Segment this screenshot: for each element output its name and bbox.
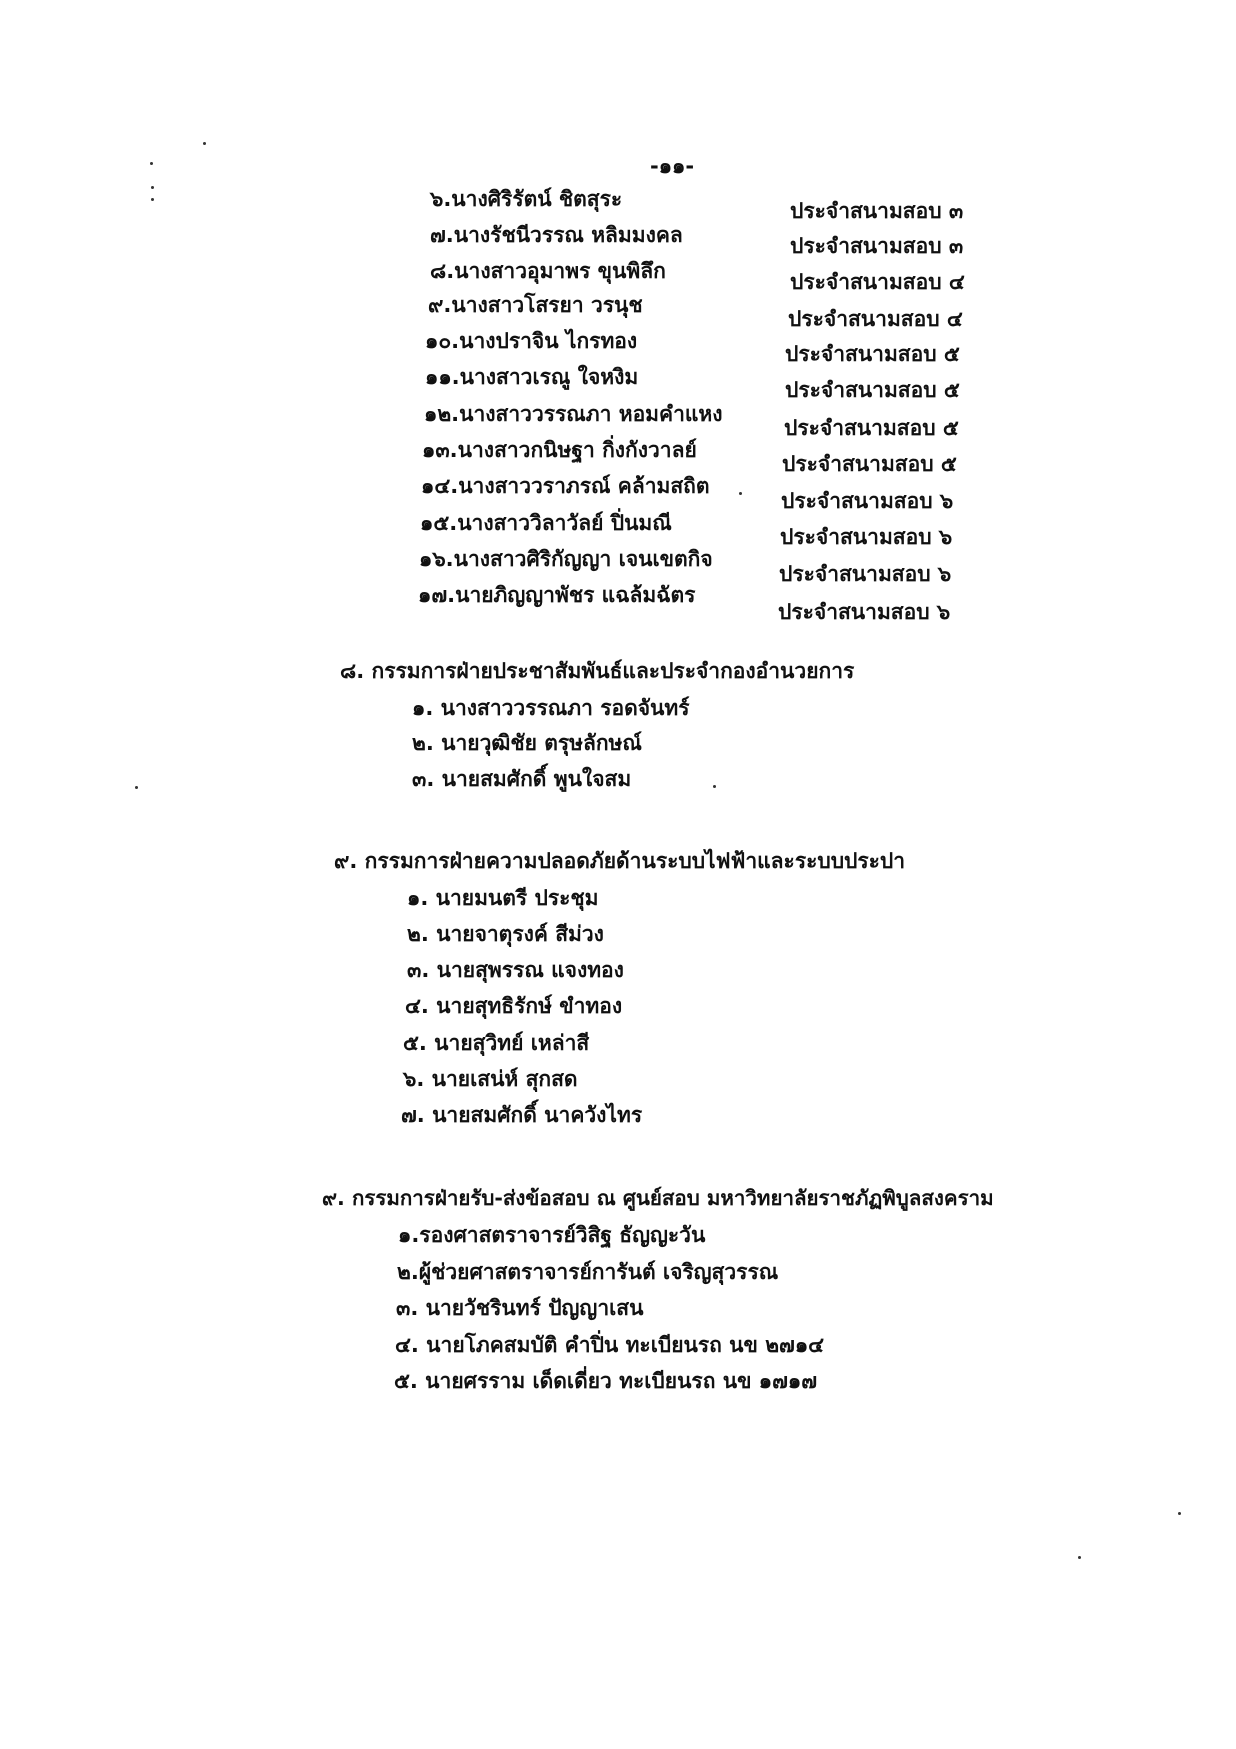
- person-name: ๘.นางสาวอุมาพร ขุนพิลึก: [430, 259, 666, 283]
- scan-speck: [713, 785, 716, 788]
- duty: ประจำสนามสอบ ๕: [785, 378, 960, 402]
- scan-speck: [203, 142, 206, 145]
- duty: ประจำสนามสอบ ๔: [790, 270, 965, 294]
- list-item: ๒. นายวุฒิชัย ตรุษลักษณ์: [412, 731, 642, 755]
- section-heading: ๙. กรรมการฝ่ายความปลอดภัยด้านระบบไฟฟ้าและระบบประปา: [334, 849, 906, 873]
- scan-speck: [150, 162, 153, 165]
- person-name: ๑๖.นางสาวศิริกัญญา เจนเขตกิจ: [419, 547, 713, 571]
- person-name: ๗.นางรัชนีวรรณ หลิมมงคล: [430, 223, 683, 247]
- duty: ประจำสนามสอบ ๕: [785, 342, 960, 366]
- person-name: ๑๕.นางสาววิลาวัลย์ ปิ่นมณี: [420, 511, 672, 535]
- person-name: ๑๒.นางสาววรรณภา หอมคำแหง: [424, 402, 723, 426]
- person-name: ๙.นางสาวโสรยา วรนุช: [428, 293, 643, 317]
- list-item: ๒.ผู้ช่วยศาสตราจารย์การันต์ เจริญสุวรรณ: [397, 1260, 779, 1284]
- scan-speck: [1178, 1512, 1181, 1515]
- duty: ประจำสนามสอบ ๖: [778, 600, 951, 624]
- duty: ประจำสนามสอบ ๖: [781, 489, 954, 513]
- list-item: ๑. นางสาววรรณภา รอดจันทร์: [412, 696, 690, 720]
- list-item: ๓. นายสมศักดิ์ พูนใจสม: [412, 767, 632, 791]
- list-item: ๓. นายสุพรรณ แจงทอง: [407, 958, 624, 982]
- scan-speck: [151, 198, 154, 201]
- duty: ประจำสนามสอบ ๕: [782, 452, 957, 476]
- scan-speck: [135, 786, 138, 789]
- duty: ประจำสนามสอบ ๕: [784, 416, 959, 440]
- duty: ประจำสนามสอบ ๓: [790, 199, 964, 223]
- section-heading: ๘. กรรมการฝ่ายประชาสัมพันธ์และประจำกองอำนวยการ: [340, 659, 855, 683]
- person-name: ๖.นางศิริรัตน์ ชิตสุระ: [430, 187, 623, 211]
- page-number: -๑๑-: [650, 154, 695, 178]
- duty: ประจำสนามสอบ ๖: [780, 525, 953, 549]
- person-name: ๑๐.นางปราจิน ไกรทอง: [425, 329, 638, 353]
- scan-speck: [1078, 1556, 1081, 1559]
- scan-speck: [151, 186, 154, 189]
- list-item: ๔. นายสุทธิรักษ์ ขำทอง: [405, 994, 623, 1018]
- list-item: ๑.รองศาสตราจารย์วิสิฐ ธัญญะวัน: [398, 1223, 706, 1247]
- person-name: ๑๗.นายภิญญาพัชร แฉล้มฉัตร: [418, 583, 696, 607]
- duty: ประจำสนามสอบ ๔: [788, 307, 963, 331]
- list-item: ๕. นายสุวิทย์ เหล่าสี: [403, 1031, 590, 1055]
- list-item: ๗. นายสมศักดิ์ นาควังไทร: [401, 1103, 643, 1127]
- list-item: ๓. นายวัชรินทร์ ปัญญาเสน: [396, 1296, 644, 1320]
- person-name: ๑๓.นางสาวกนิษฐา กิ่งกังวาลย์: [422, 438, 697, 462]
- person-name: ๑๔.นางสาววราภรณ์ คล้ามสถิต: [421, 474, 710, 498]
- person-name: ๑๑.นางสาวเรณู ใจหงิม: [425, 365, 639, 389]
- duty: ประจำสนามสอบ ๓: [790, 234, 964, 258]
- list-item: ๕. นายศรราม เด็ดเดี่ยว ทะเบียนรถ นข ๑๗๑๗: [394, 1369, 818, 1393]
- list-item: ๖. นายเสน่ห์ สุกสด: [403, 1067, 578, 1091]
- list-item: ๔. นายโภคสมบัติ คำปิ่น ทะเบียนรถ นข ๒๗๑๔: [395, 1333, 825, 1357]
- list-item: ๒. นายจาตุรงค์ สีม่วง: [407, 922, 604, 946]
- list-item: ๑. นายมนตรี ประชุม: [407, 886, 599, 910]
- duty: ประจำสนามสอบ ๖: [779, 562, 952, 586]
- section-heading: ๙. กรรมการฝ่ายรับ-ส่งข้อสอบ ณ ศูนย์สอบ มหาวิทยาลัยราชภัฏพิบูลสงคราม: [322, 1186, 994, 1210]
- scan-speck: [739, 492, 742, 495]
